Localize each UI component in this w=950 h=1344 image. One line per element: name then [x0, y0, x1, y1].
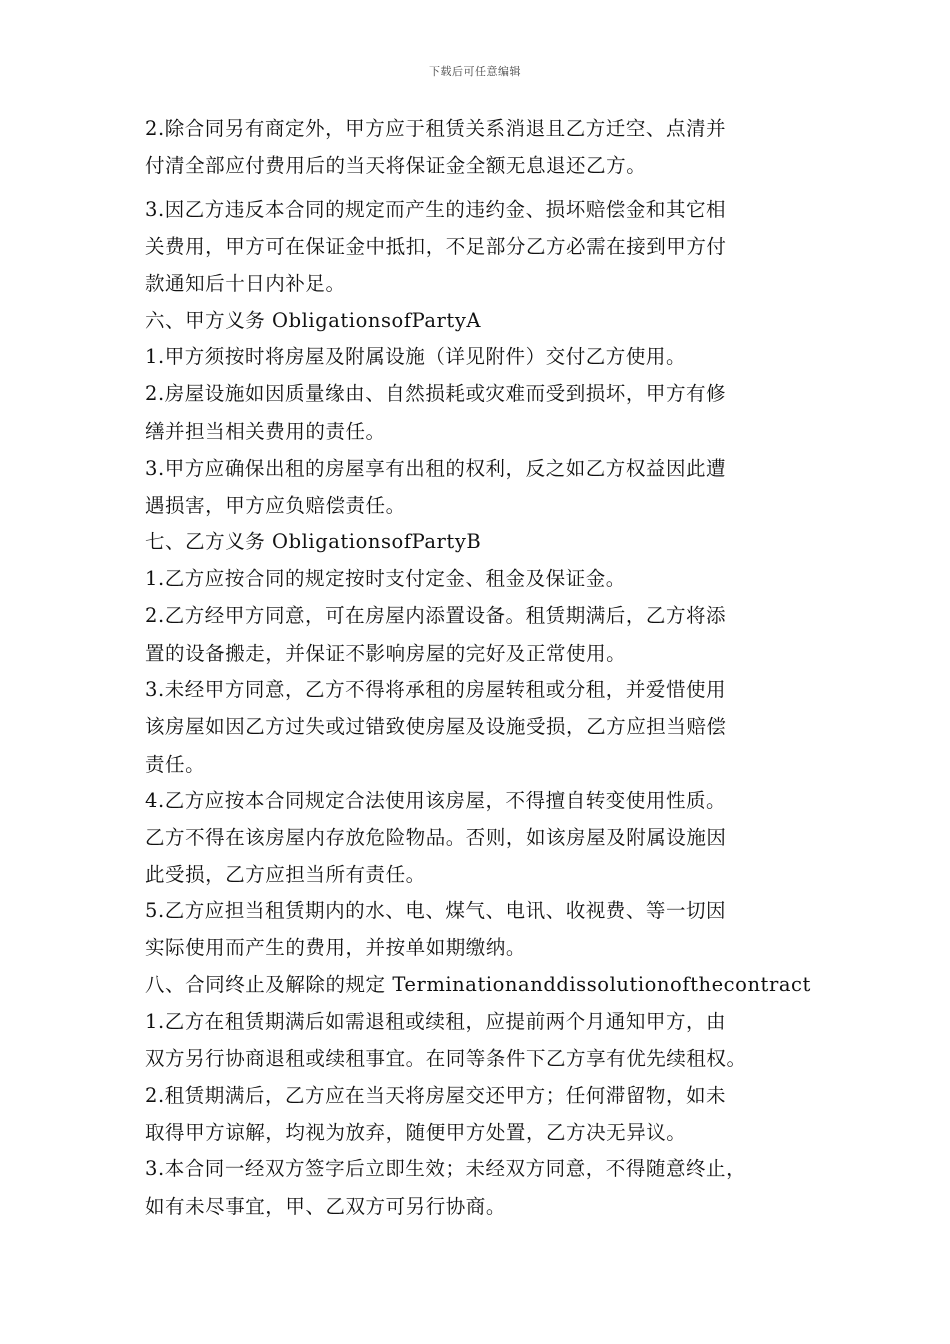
text-line: 实际使用而产生的费用，并按单如期缴纳。	[145, 936, 526, 959]
text-line: 款通知后十日内补足。	[145, 272, 346, 295]
section-heading: 七、乙方义务 ObligationsofPartyB	[145, 530, 482, 553]
text-line: 乙方不得在该房屋内存放危险物品。否则，如该房屋及附属设施因	[145, 826, 727, 849]
text-line: 置的设备搬走，并保证不影响房屋的完好及正常使用。	[145, 642, 627, 665]
page-header: 下载后可任意编辑	[429, 65, 521, 78]
text-line: 付清全部应付费用后的当天将保证金全额无息退还乙方。	[145, 154, 647, 177]
section-heading: 六、甲方义务 ObligationsofPartyA	[145, 309, 482, 332]
text-line: 遇损害，甲方应负赔偿责任。	[145, 494, 406, 517]
text-line: 1.乙方应按合同的规定按时支付定金、租金及保证金。	[145, 567, 626, 590]
text-line: 2.房屋设施如因质量缘由、自然损耗或灾难而受到损坏，甲方有修	[145, 382, 727, 405]
text-line: 2.除合同另有商定外，甲方应于租赁关系消退且乙方迁空、点清并	[145, 117, 727, 140]
text-line: 2.乙方经甲方同意，可在房屋内添置设备。租赁期满后，乙方将添	[145, 604, 727, 627]
text-line: 责任。	[145, 753, 206, 776]
text-line: 此受损，乙方应担当所有责任。	[145, 863, 426, 886]
text-line: 双方另行协商退租或续租事宜。在同等条件下乙方享有优先续租权。	[145, 1047, 747, 1070]
section-heading: 八、合同终止及解除的规定 Terminationanddissolutionofthecontract	[145, 973, 811, 996]
text-line: 关费用，甲方可在保证金中抵扣，不足部分乙方必需在接到甲方付	[145, 235, 727, 258]
text-line: 3.本合同一经双方签字后立即生效；未经双方同意，不得随意终止，	[145, 1157, 747, 1180]
text-line: 如有未尽事宜，甲、乙双方可另行协商。	[145, 1195, 506, 1218]
text-line: 3.甲方应确保出租的房屋享有出租的权利，反之如乙方权益因此遭	[145, 457, 727, 480]
text-line: 该房屋如因乙方过失或过错致使房屋及设施受损，乙方应担当赔偿	[145, 715, 727, 738]
text-line: 取得甲方谅解，均视为放弃，随便甲方处置，乙方决无异议。	[145, 1121, 687, 1144]
text-line: 4.乙方应按本合同规定合法使用该房屋，不得擅自转变使用性质。	[145, 789, 727, 812]
text-line: 3.因乙方违反本合同的规定而产生的违约金、损坏赔偿金和其它相	[145, 198, 727, 221]
text-line: 1.乙方在租赁期满后如需退租或续租，应提前两个月通知甲方，由	[145, 1010, 727, 1033]
text-line: 3.未经甲方同意，乙方不得将承租的房屋转租或分租，并爱惜使用	[145, 678, 727, 701]
text-line: 2.租赁期满后，乙方应在当天将房屋交还甲方；任何滞留物，如未	[145, 1084, 727, 1107]
text-line: 1.甲方须按时将房屋及附属设施（详见附件）交付乙方使用。	[145, 345, 687, 368]
text-line: 5.乙方应担当租赁期内的水、电、煤气、电讯、收视费、等一切因	[145, 899, 727, 922]
text-line: 缮并担当相关费用的责任。	[145, 420, 386, 443]
